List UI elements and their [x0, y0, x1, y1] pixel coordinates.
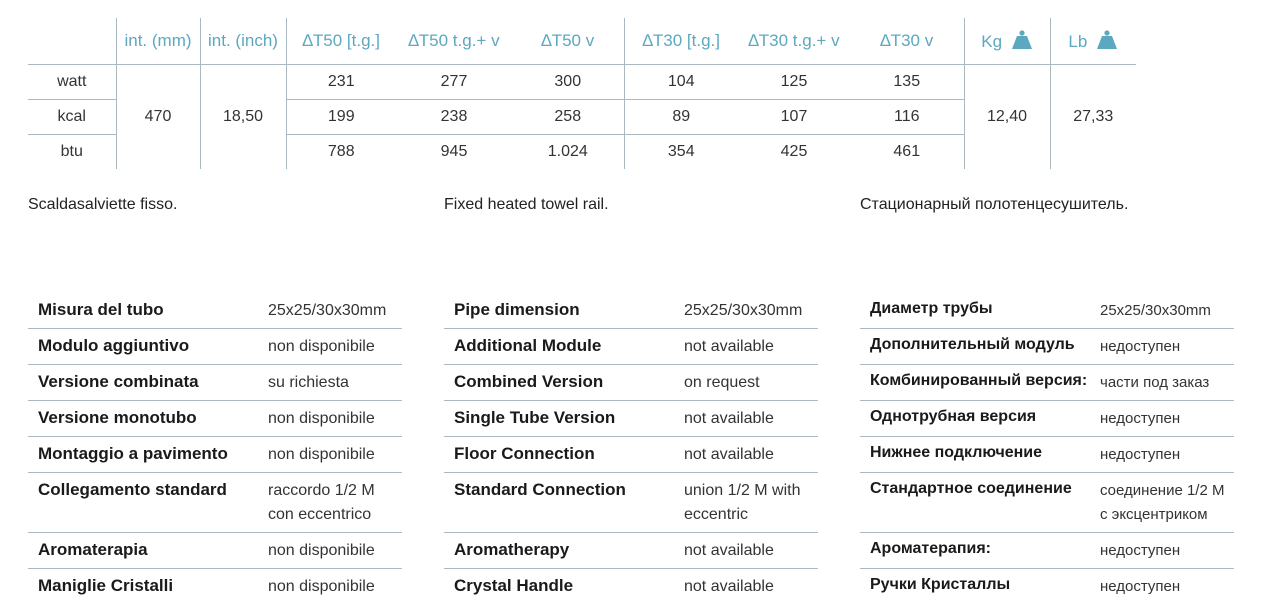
spec-key: Ароматерапия:: [870, 540, 991, 557]
spec-value-line: raccordo 1/2 M: [268, 482, 375, 499]
spec-value-line: недоступен: [1100, 338, 1181, 355]
spec-key: Нижнее подключение: [870, 444, 1043, 461]
spec-row: [860, 533, 1234, 569]
header-dt50-tg: ∆T50 [t.g.]: [286, 18, 396, 65]
spec-key: Floor Connection: [454, 444, 595, 463]
spec-value-line: eccentric: [684, 506, 749, 523]
spec-row: [860, 401, 1234, 437]
spec-row: [444, 329, 818, 365]
spec-key: Комбинированный версия:: [870, 372, 1088, 389]
spec-value: [674, 401, 818, 437]
spec-row: [860, 473, 1234, 533]
cell: 104: [624, 65, 738, 100]
spec-key: Pipe dimension: [454, 300, 580, 319]
spec-value: [1090, 473, 1234, 533]
spec-value-line: non disponibile: [268, 542, 375, 559]
spec-value-line: su richiesta: [268, 374, 349, 391]
spec-key: Aromaterapia: [38, 540, 148, 559]
spec-row: [444, 437, 818, 473]
spec-value-line: not available: [684, 410, 774, 427]
description-en: Fixed heated towel rail.: [444, 196, 609, 213]
spec-value: [258, 365, 402, 401]
spec-table-en: [444, 293, 818, 604]
spec-key: Стандартное соединение: [870, 480, 1072, 497]
spec-value: [258, 329, 402, 365]
header-kg-label: Kg: [981, 32, 1003, 51]
header-dt30-tg: ∆T30 [t.g.]: [624, 18, 738, 65]
spec-value-line: соединение 1/2 M: [1100, 482, 1225, 499]
spec-row: [28, 293, 402, 329]
value-int-mm: 470: [116, 65, 200, 170]
spec-value: [258, 437, 402, 473]
spec-value-line: части под заказ: [1100, 374, 1210, 391]
spec-row: [28, 365, 402, 401]
cell: 135: [850, 65, 964, 100]
spec-value: [674, 533, 818, 569]
spec-value: [674, 365, 818, 401]
spec-value-line: недоступен: [1100, 578, 1181, 595]
cell: 945: [396, 135, 512, 170]
spec-value-line: union 1/2 M with: [684, 482, 801, 499]
spec-value: [1090, 401, 1234, 437]
spec-table-ru: [860, 293, 1234, 604]
cell: 231: [286, 65, 396, 100]
spec-value-line: non disponibile: [268, 338, 375, 355]
spec-value-line: non disponibile: [268, 410, 375, 427]
spec-value: [258, 533, 402, 569]
value-lb: 27,33: [1050, 65, 1136, 170]
spec-row: [28, 533, 402, 569]
spec-value-line: not available: [684, 446, 774, 463]
spec-key: Диаметр трубы: [870, 300, 993, 317]
spec-key: Misura del tubo: [38, 300, 164, 319]
spec-value: [1090, 329, 1234, 365]
row-watt: [28, 65, 1136, 100]
header-lb-label: Lb: [1068, 32, 1088, 51]
cell: 300: [512, 65, 624, 100]
spec-key: Crystal Handle: [454, 576, 574, 595]
spec-value-line: 25x25/30x30mm: [268, 302, 387, 319]
weight-icon: [1011, 30, 1033, 50]
cell: 238: [396, 100, 512, 135]
spec-key: Maniglie Cristalli: [38, 576, 174, 595]
spec-row: [28, 401, 402, 437]
spec-key: Montaggio a pavimento: [38, 444, 228, 463]
spec-row: [444, 365, 818, 401]
cell: 107: [738, 100, 850, 135]
header-dt50-tgv: ∆T50 t.g.+ v: [408, 31, 500, 50]
spec-value-line: not available: [684, 578, 774, 595]
cell: 89: [624, 100, 738, 135]
spec-value: [258, 401, 402, 437]
spec-table-it: [28, 293, 402, 604]
header-row: [28, 18, 1136, 65]
spec-key: Modulo aggiuntivo: [38, 336, 190, 355]
spec-row: [860, 569, 1234, 605]
cell: 199: [286, 100, 396, 135]
header-dt30-v: ∆T30 v: [880, 31, 934, 50]
cell: 277: [396, 65, 512, 100]
spec-value: [258, 293, 402, 329]
spec-row: [28, 473, 402, 533]
performance-table: [28, 18, 1136, 169]
spec-row: [860, 329, 1234, 365]
spec-row: [444, 533, 818, 569]
spec-row: [444, 569, 818, 605]
spec-value: [674, 569, 818, 605]
spec-key: Standard Connection: [454, 480, 626, 499]
cell: 1.024: [512, 135, 624, 170]
header-kg: [964, 18, 1050, 65]
value-int-inch: 18,50: [200, 65, 286, 170]
header-dt30-tgv: ∆T30 t.g.+ v: [748, 31, 840, 50]
spec-value-line: 25x25/30x30mm: [1100, 302, 1211, 319]
spec-value: [258, 569, 402, 605]
spec-key: Collegamento standard: [38, 480, 227, 499]
spec-value: [1090, 437, 1234, 473]
header-int-inch: int. (inch): [200, 18, 286, 65]
spec-value-line: недоступен: [1100, 542, 1181, 559]
spec-value: [674, 473, 818, 533]
spec-value-line: с эксцентриком: [1100, 506, 1208, 523]
spec-value-line: on request: [684, 374, 760, 391]
cell: 354: [624, 135, 738, 170]
cell: 788: [286, 135, 396, 170]
spec-value: [1090, 533, 1234, 569]
spec-row: [860, 437, 1234, 473]
spec-key: Versione combinata: [38, 372, 199, 391]
spec-key: Combined Version: [454, 372, 604, 391]
spec-row: [444, 293, 818, 329]
spec-key: Additional Module: [454, 336, 602, 355]
spec-value: [674, 329, 818, 365]
spec-row: [444, 473, 818, 533]
description-ru: Стационарный полотенцесушитель.: [860, 196, 1129, 213]
spec-value-line: недоступен: [1100, 410, 1181, 427]
cell: 425: [738, 135, 850, 170]
spec-value: [674, 293, 818, 329]
row-label-watt: watt: [28, 65, 116, 100]
cell: 116: [850, 100, 964, 135]
spec-row: [28, 569, 402, 605]
spec-key: Versione monotubo: [38, 408, 197, 427]
spec-row: [444, 401, 818, 437]
spec-value-line: non disponibile: [268, 446, 375, 463]
spec-value-line: недоступен: [1100, 446, 1181, 463]
spec-value: [674, 437, 818, 473]
spec-row: [860, 365, 1234, 401]
spec-key: Aromatherapy: [454, 540, 570, 559]
spec-value-line: not available: [684, 542, 774, 559]
value-kg: 12,40: [964, 65, 1050, 170]
spec-value-line: con eccentrico: [268, 506, 372, 523]
spec-value: [1090, 365, 1234, 401]
spec-key: Однотрубная версия: [870, 408, 1037, 425]
spec-value: [1090, 293, 1234, 329]
cell: 258: [512, 100, 624, 135]
spec-row: [28, 437, 402, 473]
spec-key: Single Tube Version: [454, 408, 616, 427]
header-dt50-v: ∆T50 v: [541, 31, 595, 50]
corner-cell: [28, 18, 116, 65]
spec-row: [860, 293, 1234, 329]
spec-value-line: non disponibile: [268, 578, 375, 595]
description-it: Scaldasalviette fisso.: [28, 196, 178, 213]
spec-value: [1090, 569, 1234, 605]
spec-value: [258, 473, 402, 533]
spec-value-line: not available: [684, 338, 774, 355]
spec-key: Дополнительный модуль: [870, 336, 1075, 353]
spec-value-line: 25x25/30x30mm: [684, 302, 803, 319]
row-label-kcal: kcal: [28, 100, 116, 135]
header-lb: [1050, 18, 1136, 65]
row-label-btu: btu: [28, 135, 116, 170]
header-int-mm: int. (mm): [116, 18, 200, 65]
cell: 125: [738, 65, 850, 100]
spec-key: Ручки Кристаллы: [870, 576, 1011, 593]
cell: 461: [850, 135, 964, 170]
spec-row: [28, 329, 402, 365]
weight-icon: [1096, 30, 1118, 50]
